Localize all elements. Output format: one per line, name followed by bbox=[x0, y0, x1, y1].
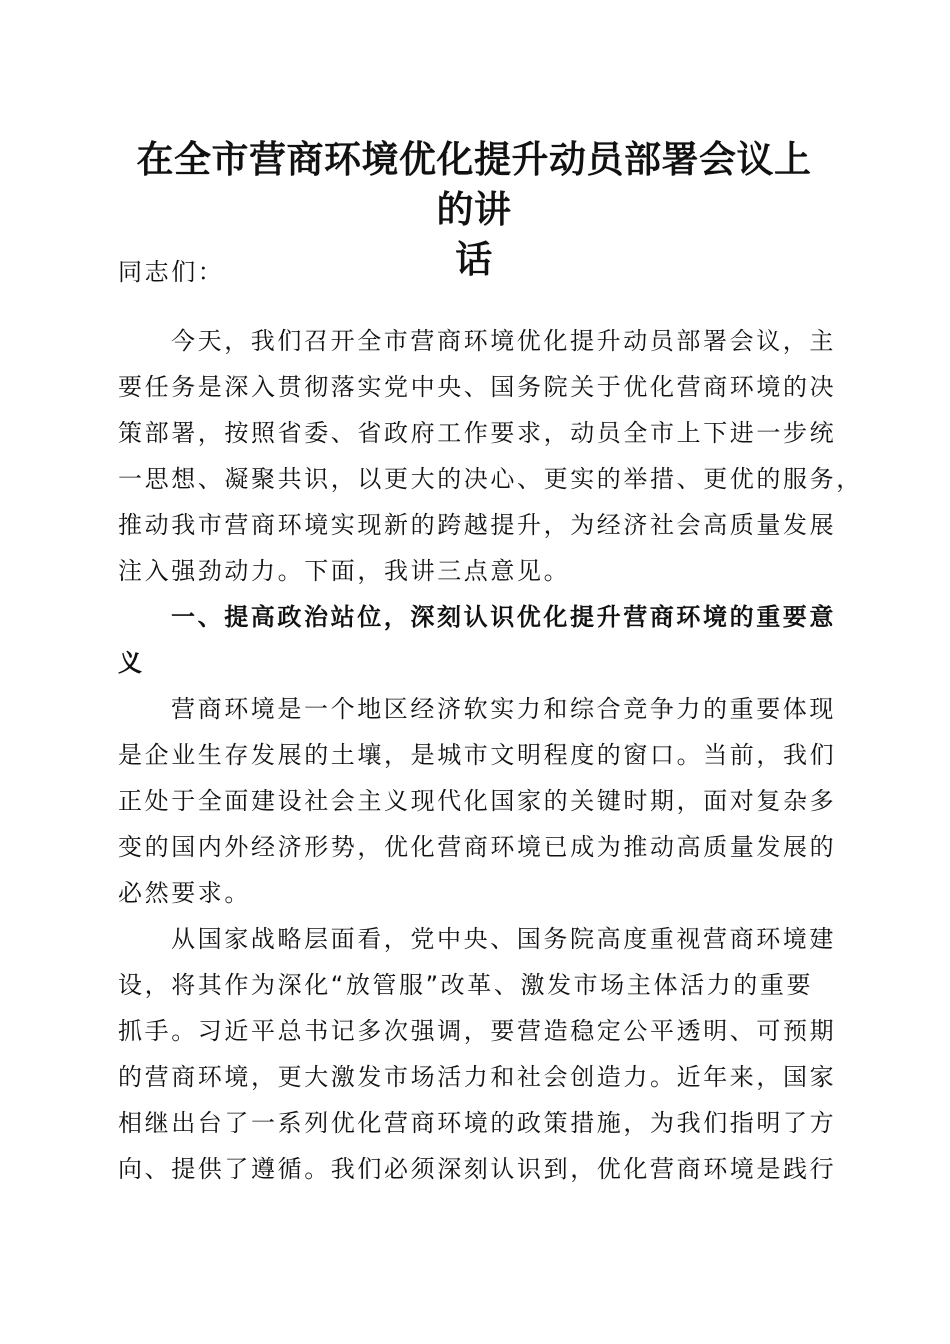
paragraph-line: 注入强劲动力。下面，我讲三点意见。 bbox=[118, 557, 571, 585]
paragraph-line: 抓手。习近平总书记多次强调，要营造稳定公平透明、可预期 bbox=[118, 1017, 837, 1045]
title-line: 话 bbox=[455, 237, 493, 281]
paragraph-line: 从国家战略层面看，党中央、国务院高度重视营商环境建 bbox=[171, 925, 836, 953]
document-title bbox=[118, 0, 830, 284]
heading-line: 义 bbox=[118, 649, 145, 677]
paragraph-line: 向、提供了遵循。我们必须深刻认识到，优化营商环境是践行 bbox=[118, 1155, 837, 1183]
paragraph-national-strategy bbox=[118, 916, 837, 1192]
paragraph-line: 变的国内外经济形势，优化营商环境已成为推动高质量发展的 bbox=[118, 833, 837, 861]
paragraph-line: 营商环境是一个地区经济软实力和综合竞争力的重要体现 bbox=[171, 695, 836, 723]
heading-line: 一、提高政治站位，深刻认识优化提升营商环境的重要意 bbox=[171, 603, 836, 631]
paragraph-intro bbox=[118, 318, 863, 594]
paragraph-line: 要任务是深入贯彻落实党中央、国务院关于优化营商环境的决 bbox=[118, 373, 837, 401]
paragraph-line: 今天，我们召开全市营商环境优化提升动员部署会议，主 bbox=[171, 327, 836, 355]
section-heading-1 bbox=[118, 594, 836, 686]
paragraph-line: 必然要求。 bbox=[118, 879, 251, 907]
document-page bbox=[118, 0, 863, 1183]
paragraph-line: 一思想、凝聚共识，以更大的决心、更实的举措、更优的服务， bbox=[118, 465, 863, 493]
salutation: 同志们： bbox=[118, 258, 225, 286]
paragraph-line: 的营商环境，更大激发市场活力和社会创造力。近年来，国家 bbox=[118, 1063, 837, 1091]
paragraph-business-environment bbox=[118, 686, 837, 916]
paragraph-line: 设，将其作为深化“放管服”改革、激发市场主体活力的重要 bbox=[118, 971, 814, 999]
title-line: 在全市营商环境优化提升动员部署会议上的讲 bbox=[136, 137, 812, 231]
paragraph-line: 正处于全面建设社会主义现代化国家的关键时期，面对复杂多 bbox=[118, 787, 837, 815]
paragraph-line: 相继出台了一系列优化营商环境的政策措施，为我们指明了方 bbox=[118, 1109, 837, 1137]
document-body bbox=[118, 318, 863, 1192]
paragraph-line: 是企业生存发展的土壤，是城市文明程度的窗口。当前，我们 bbox=[118, 741, 837, 769]
paragraph-line: 推动我市营商环境实现新的跨越提升，为经济社会高质量发展 bbox=[118, 511, 837, 539]
paragraph-line: 策部署，按照省委、省政府工作要求，动员全市上下进一步统 bbox=[118, 419, 837, 447]
